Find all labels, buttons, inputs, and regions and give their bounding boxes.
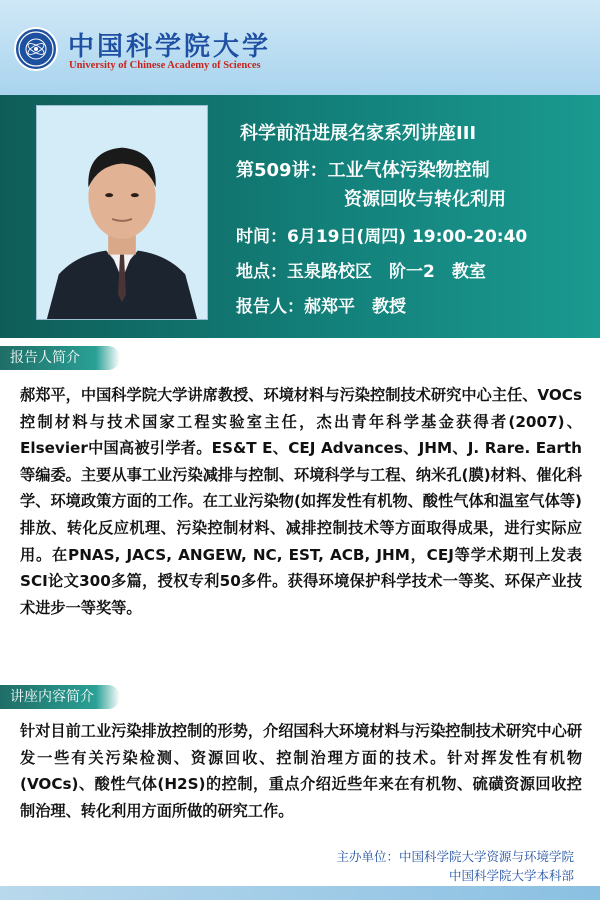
lecture-title-line1: 第509讲：工业气体污染物控制 (236, 160, 490, 181)
section-title-lecture: 讲座内容简介 (0, 685, 120, 709)
lecture-speaker: 报告人：郝郑平 教授 (236, 297, 406, 317)
speaker-portrait (36, 105, 208, 320)
lecture-title-line2: 资源回收与转化利用 (344, 189, 506, 210)
lecture-summary-text: 针对目前工业污染排放控制的形势，介绍国科大环境材料与污染控制技术研究中心研发一些有关污染检测、资源回收、控制治理方面的技术。针对挥发性有机物(VOCs)、酸性气体(H2S)的控制，重点介绍近些年来在有机物、硫磺资源回收控制治理、转化利用方面所做的研究工作。 (20, 722, 582, 820)
ucas-emblem-icon (14, 27, 58, 71)
organizer-info (336, 847, 574, 885)
organizer-line-1: 主办单位：中国科学院大学资源与环境学院 (336, 849, 574, 864)
page-header (0, 0, 600, 95)
university-name-en: University of Chinese Academy of Sciences (69, 60, 261, 71)
university-name-cn: 中国科学院大学 (68, 32, 272, 62)
footer-bar (0, 886, 600, 900)
speaker-bio-text: 郝郑平，中国科学院大学讲席教授、环境材料与污染控制技术研究中心主任、VOCs控制材料与技术国家工程实验室主任，杰出青年科学基金获得者(2007)、Elsevier中国高被引学者。ES&T E、CEJ Advances、JHM、J. Rare. Earth等编委。主要从事工业污染减排与控制、环境科学与工程、纳米孔(膜)材料、催化科学、环境政策方面的工作。在工业污染物(如挥发性有机物、酸性气体和温室气体等)排放、转化反应机理、污染控制材料、减排控制技术等方面取得成果，进行实际应用。在PNAS, JACS, ANGEW, NC, EST, ACB, JHM，CEJ等学术期刊上发表SCI论文300多篇，授权专利50多件。获得环境保护科学技术一等奖、环保产业技术进步一等奖等。 (20, 386, 582, 617)
series-title: 科学前沿进展名家系列讲座III (240, 123, 477, 144)
section-title-bio: 报告人简介 (0, 346, 120, 370)
lecture-time: 时间：6月19日(周四) 19:00-20:40 (236, 227, 528, 247)
organizer-line-2: 中国科学院大学本科部 (448, 868, 574, 883)
lecture-banner (0, 95, 600, 338)
lecture-place: 地点：玉泉路校区 阶一2 教室 (236, 262, 486, 282)
